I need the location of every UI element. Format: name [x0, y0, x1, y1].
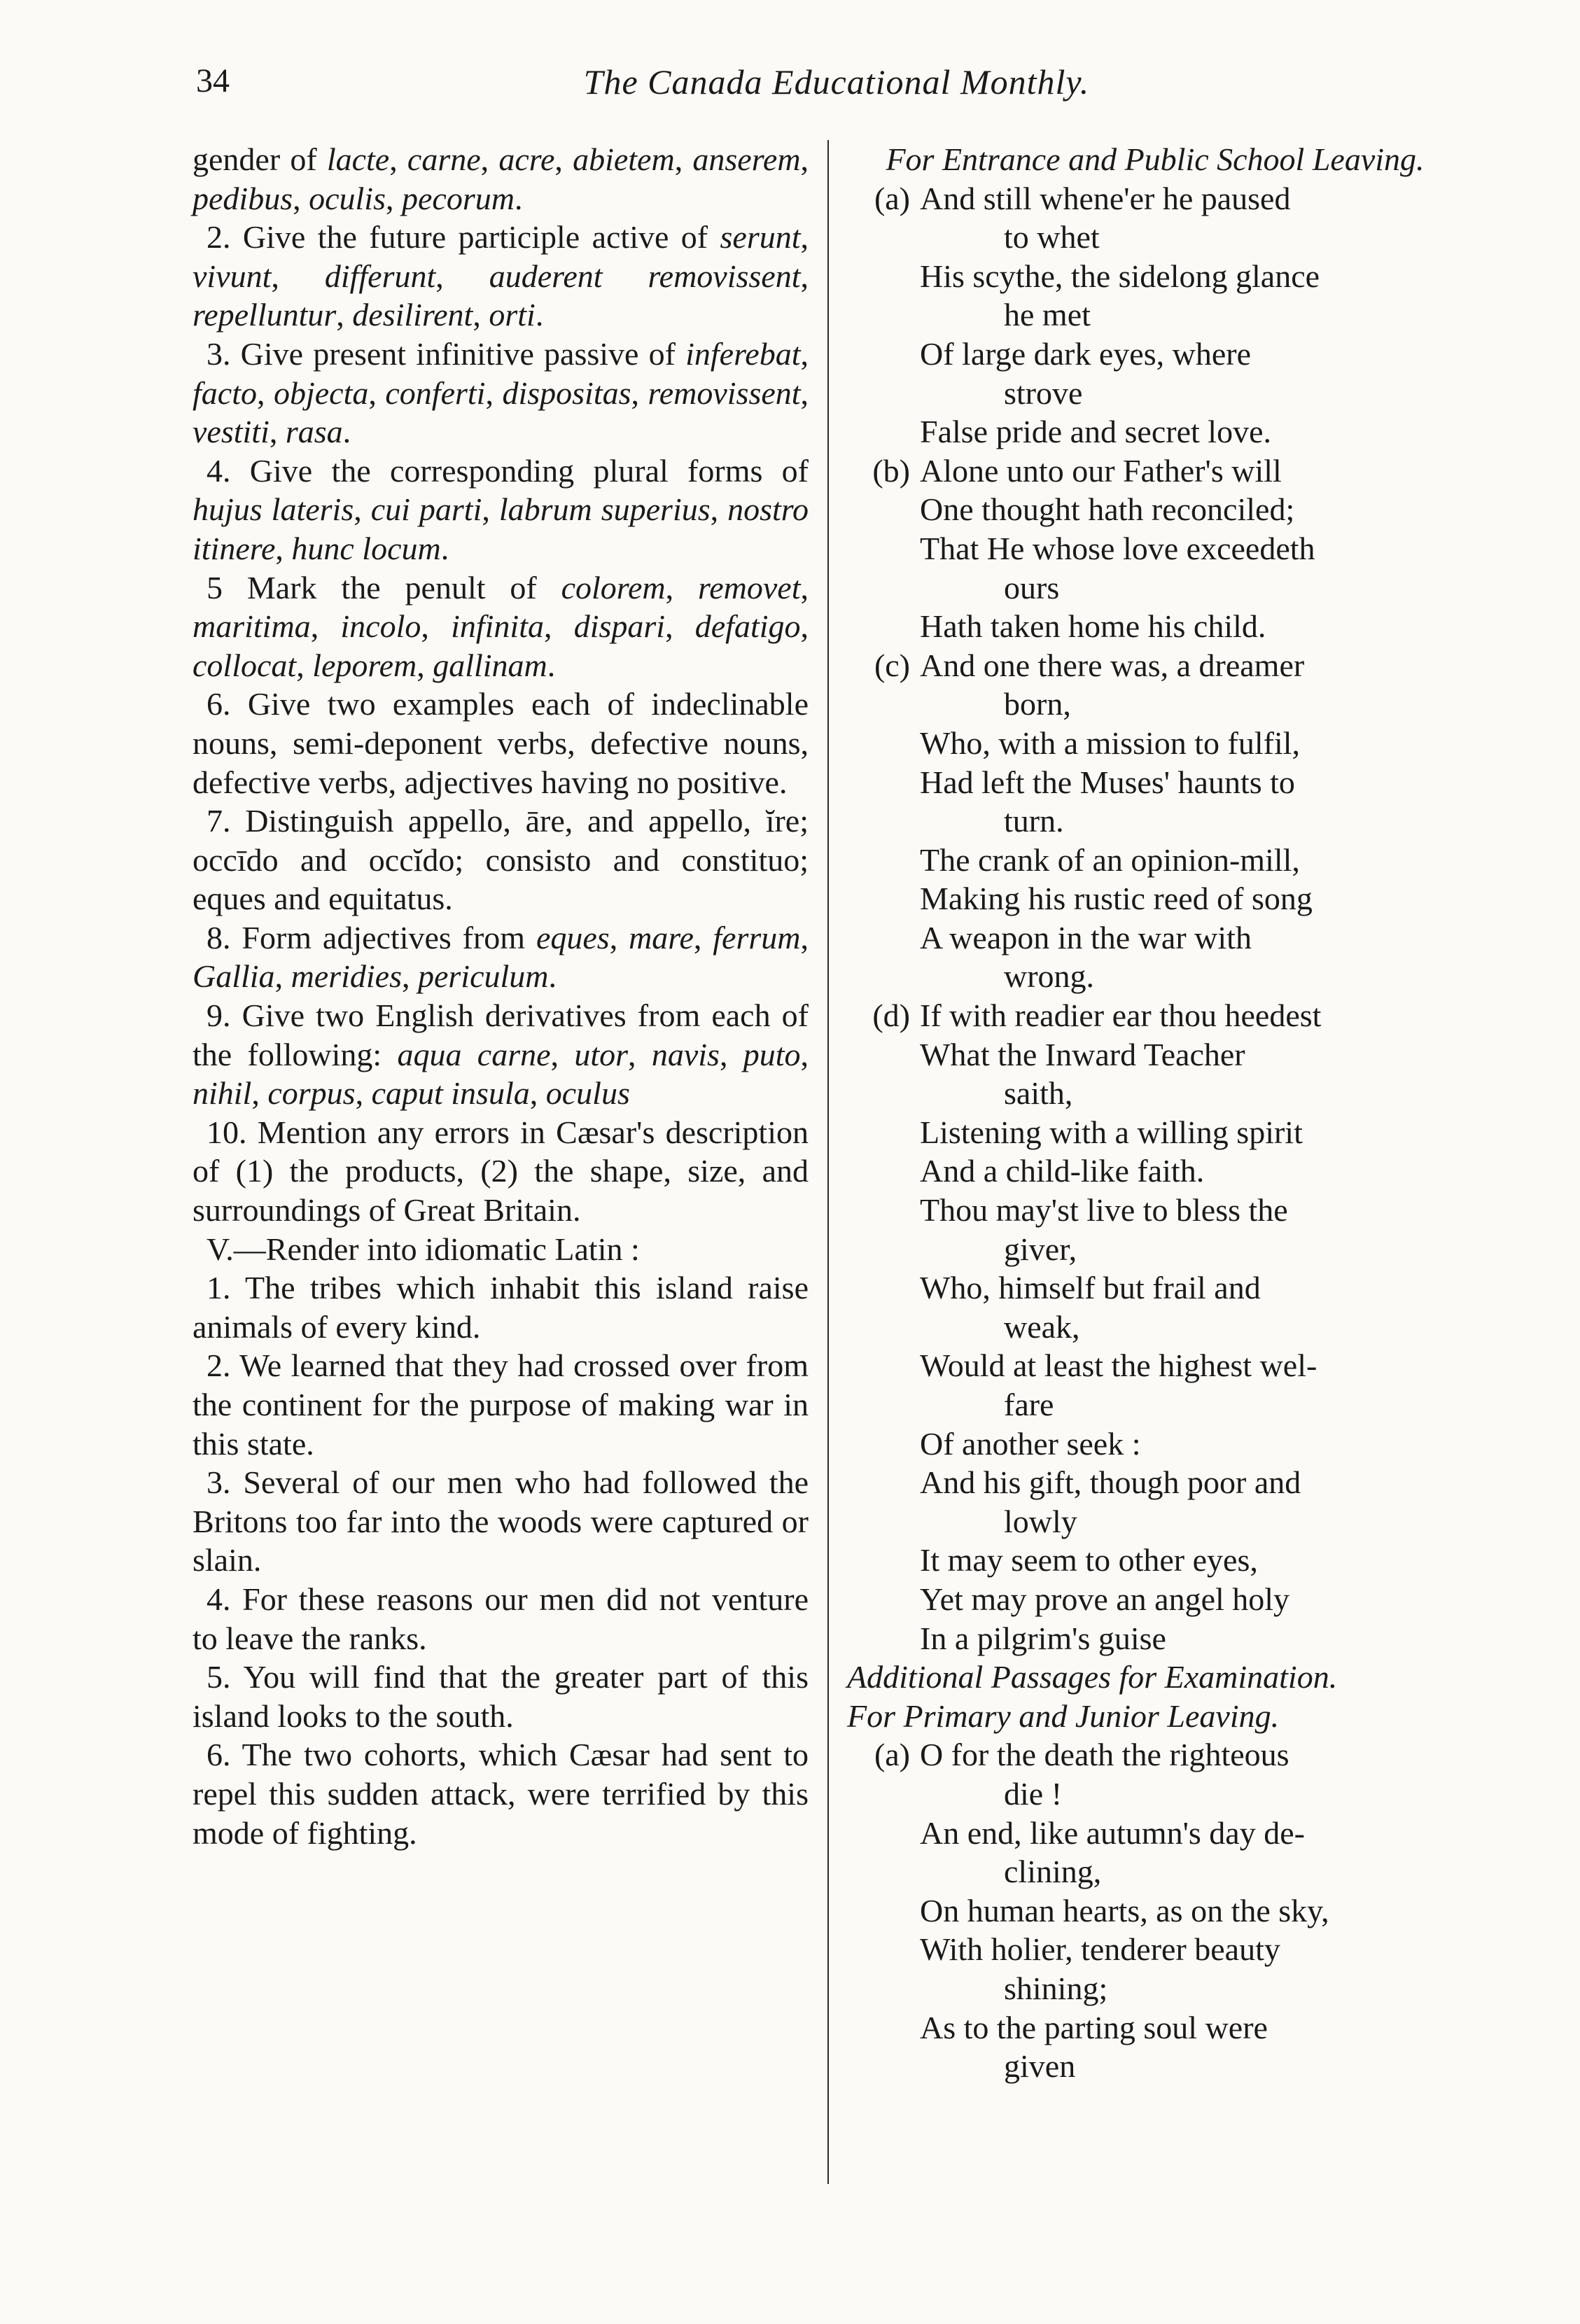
poem-line: And one there was, a dreamer — [920, 647, 1305, 683]
section-heading: For Entrance and Public School Leaving. — [886, 141, 1425, 177]
poem-line: saith, — [1004, 1075, 1073, 1112]
section-heading: For Primary and Junior Leaving. — [847, 1698, 1280, 1734]
poem-line: One thought hath reconciled; — [920, 491, 1295, 528]
poem-stanza — [847, 996, 1463, 1658]
right-column — [847, 140, 1463, 2086]
question-paragraph: 5 Mark the penult of colorem, removet, maritima, incolo, infinita, dispari, defatigo, collocat, leporem, gallinam. — [193, 569, 809, 683]
poem-line: fare — [1004, 1387, 1054, 1422]
poem-line: born, — [1004, 686, 1071, 722]
question-paragraph: 1. The tribes which inhabit this island raise animals of every kind. — [193, 1270, 809, 1345]
left-column — [193, 140, 809, 1852]
poem-line: Who, with a mission to fulfil, — [920, 724, 1301, 761]
question-paragraph: 4. Give the corresponding plural forms of hujus lateris, cui parti, labrum superius, nostro itinere, hunc locum. — [193, 452, 809, 566]
poem-line: clining, — [1004, 1854, 1102, 1890]
question-paragraph: 3. Give present infinitive passive of inferebat, facto, objecta, conferti, dispositas, removissent, vestiti, rasa. — [193, 335, 809, 450]
poem-line: giver, — [1004, 1231, 1077, 1267]
running-title: The Canada Educational Monthly. — [583, 62, 1090, 102]
poem-line: he met — [1004, 297, 1091, 333]
poem-line: weak, — [1004, 1308, 1080, 1345]
section-heading: Additional Passages for Examination. — [847, 1659, 1338, 1695]
poem-line: shining; — [1004, 1970, 1108, 2006]
stanza-marker: (a) — [874, 1737, 910, 1773]
poem-line: On human hearts, as on the sky, — [920, 1892, 1329, 1928]
question-paragraph: 6. The two cohorts, which Cæsar had sent to repel this sudden attack, were terrified by this mode of fighting. — [193, 1737, 809, 1851]
poem-line: That He whose love exceedeth — [920, 530, 1315, 566]
question-paragraph: 10. Mention any errors in Cæsar's description of (1) the products, (2) the shape, size, and surroundings of Great Britain. — [193, 1114, 809, 1228]
poem-line: And still whene'er he paused — [920, 180, 1291, 216]
poem-line: The crank of an opinion-mill, — [920, 841, 1300, 878]
poem-line: His scythe, the sidelong glance — [920, 258, 1320, 294]
poem-stanza — [847, 1735, 1463, 2085]
poem-line: What the Inward Teacher — [920, 1036, 1245, 1072]
poem-line: wrong. — [1004, 958, 1095, 995]
question-paragraph: 2. We learned that they had crossed over from the continent for the purpose of making war in this state. — [193, 1348, 809, 1462]
poem-line: Making his rustic reed of song — [920, 881, 1313, 917]
poem-line: In a pilgrim's guise — [920, 1620, 1166, 1656]
poem-line: Listening with a willing spirit — [920, 1114, 1303, 1150]
poem-line: It may seem to other eyes, — [920, 1542, 1258, 1578]
poem-line: given — [1004, 2048, 1076, 2085]
stanza-marker: (a) — [874, 180, 910, 216]
poem-line: turn. — [1004, 803, 1064, 839]
poem-line: ours — [1004, 569, 1060, 606]
question-paragraph: 5. You will find that the greater part of this island looks to the south. — [193, 1659, 809, 1734]
poem-stanza — [847, 451, 1463, 646]
poem-line: If with readier ear thou heedest — [920, 997, 1322, 1034]
poem-line: die ! — [1004, 1775, 1063, 1812]
stanza-marker: (c) — [874, 647, 910, 683]
poem-line: lowly — [1004, 1503, 1077, 1539]
stanza-marker: (d) — [872, 997, 910, 1034]
poem-line: Hath taken home his child. — [920, 608, 1266, 645]
question-paragraph: 7. Distinguish appello, āre, and appello, ĭre; occīdo and occĭdo; consisto and constituo; eques and equitatus. — [193, 803, 809, 917]
poem-stanza — [847, 179, 1463, 451]
question-paragraph: gender of lacte, carne, acre, abietem, anserem, pedibus, oculis, pecorum. — [193, 141, 809, 216]
column-divider — [827, 140, 829, 2184]
poem-line: Who, himself but frail and — [920, 1270, 1261, 1306]
question-paragraph: 6. Give two examples each of indeclinable nouns, semi-deponent verbs, defective nouns, defective verbs, adjectives having no positive. — [193, 686, 809, 800]
poem-line: False pride and secret love. — [920, 414, 1271, 450]
poem-stanza — [847, 646, 1463, 996]
stanza-marker: (b) — [872, 452, 910, 489]
poem-line: O for the death the righteous — [920, 1737, 1289, 1773]
question-paragraph: 2. Give the future participle active of serunt, vivunt, differunt, auderent removissent, repelluntur, desilirent, orti. — [193, 219, 809, 333]
poem-line: Of another seek : — [920, 1425, 1141, 1462]
poem-line: An end, like autumn's day de- — [920, 1814, 1305, 1851]
poem-line: And his gift, though poor and — [920, 1464, 1301, 1501]
question-paragraph: 3. Several of our men who had followed the Britons too far into the woods were captured or slain. — [193, 1464, 809, 1578]
poem-line: And a child-like faith. — [920, 1153, 1205, 1189]
question-paragraph: 9. Give two English derivatives from each of the following: aqua carne, utor, navis, puto, nihil, corpus, caput insula, oculus — [193, 997, 809, 1112]
question-paragraph: 4. For these reasons our men did not venture to leave the ranks. — [193, 1581, 809, 1656]
poem-line: Alone unto our Father's will — [920, 452, 1282, 489]
poem-line: As to the parting soul were — [920, 2009, 1268, 2045]
poem-line: Would at least the highest wel- — [920, 1348, 1317, 1384]
poem-line: With holier, tenderer beauty — [920, 1931, 1280, 1968]
poem-line: Had left the Muses' haunts to — [920, 764, 1295, 800]
page-header — [196, 62, 1477, 118]
question-paragraph: V.—Render into idiomatic Latin : — [207, 1231, 640, 1267]
poem-line: Yet may prove an angel holy — [920, 1581, 1290, 1617]
question-paragraph: 8. Form adjectives from eques, mare, ferrum, Gallia, meridies, periculum. — [193, 919, 809, 995]
poem-line: A weapon in the war with — [920, 919, 1252, 955]
poem-line: Thou may'st live to bless the — [920, 1192, 1288, 1228]
poem-line: Of large dark eyes, where — [920, 335, 1251, 372]
poem-line: strove — [1004, 374, 1083, 411]
page-number: 34 — [196, 62, 230, 99]
poem-line: to whet — [1004, 219, 1100, 255]
